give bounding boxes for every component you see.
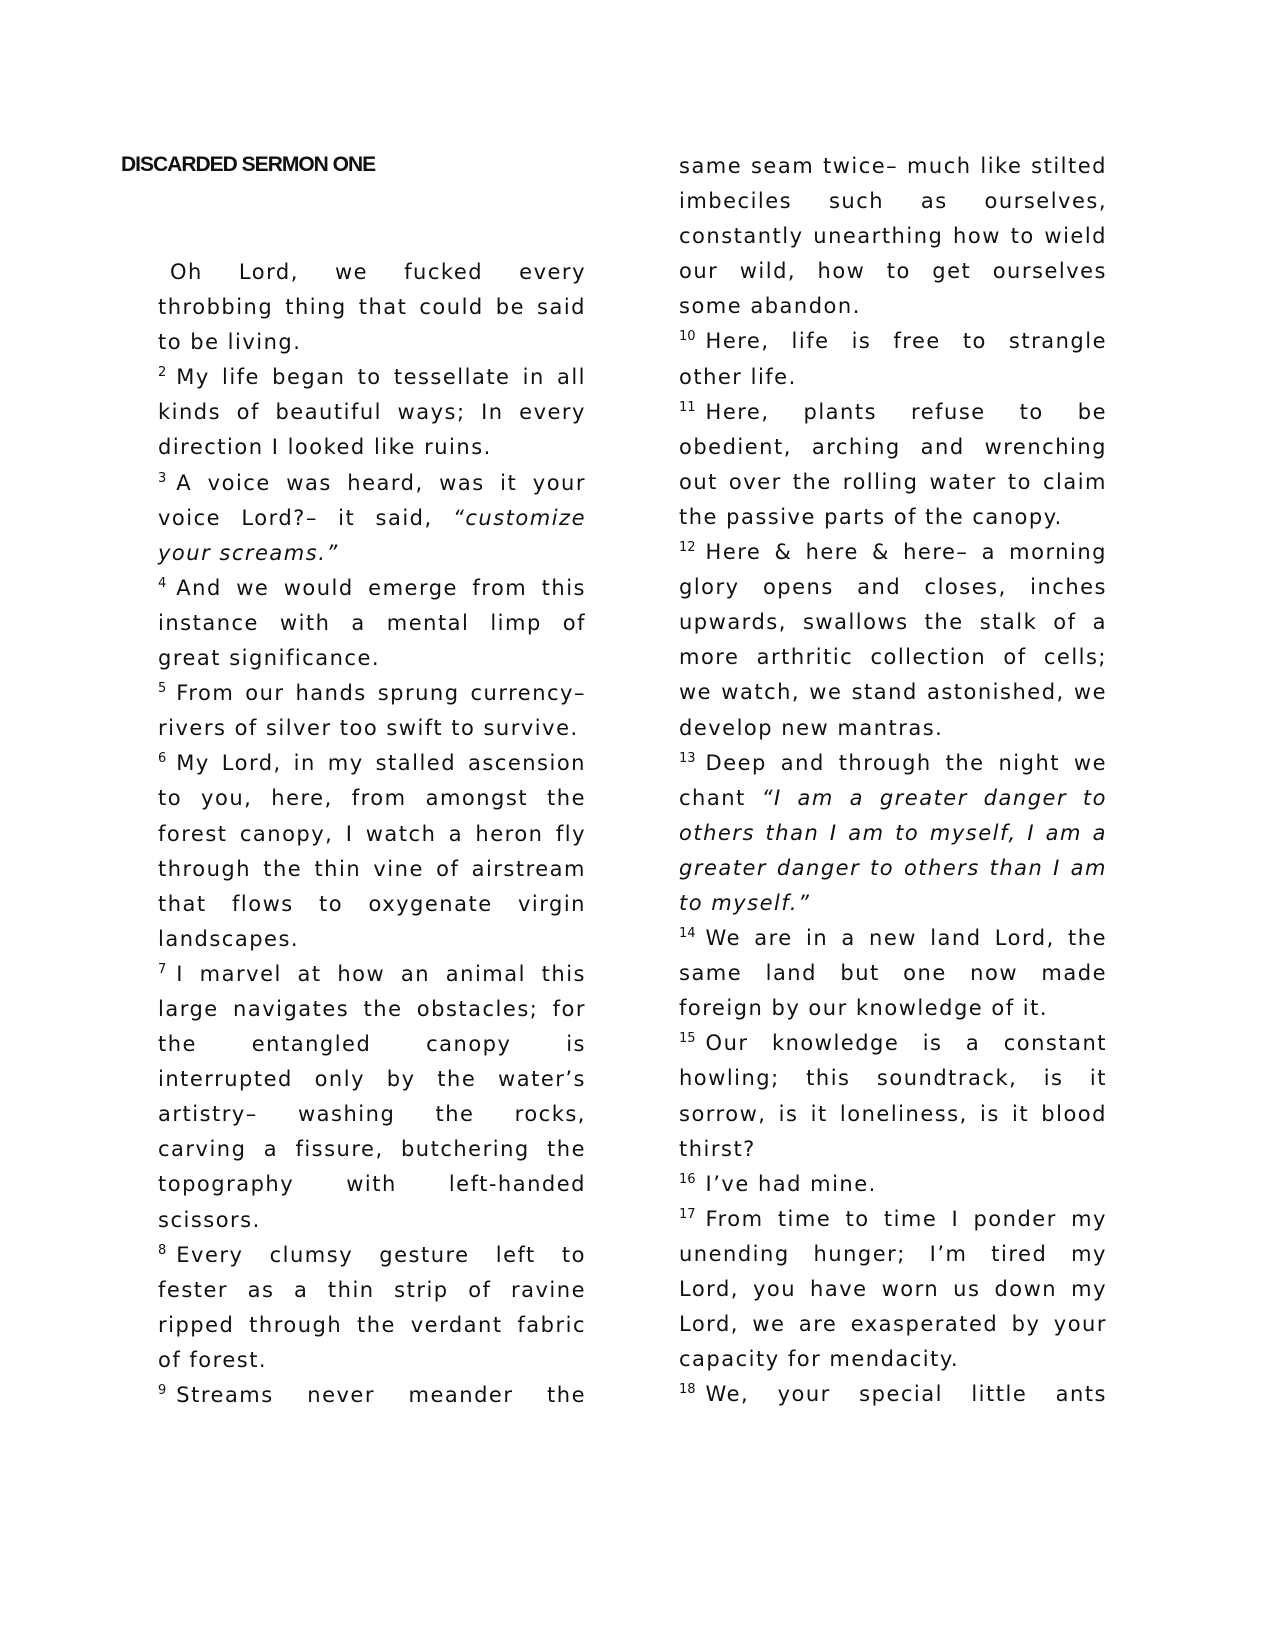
verse-number: 14 xyxy=(679,926,696,942)
verse-text: A voice was heard, was it your voice Lord?– it said, xyxy=(158,470,586,530)
verse-paragraph xyxy=(679,746,1107,921)
verse-paragraph xyxy=(158,255,586,360)
verse-text: same seam twice– much like stilted imbeciles such as ourselves, constantly unearthing how to wield our wild, how to get ourselves some abandon. xyxy=(679,154,1107,319)
verse-text-italic: “I am a greater danger to others than I am to myself, I am a greater danger to others than I am to myself.” xyxy=(679,785,1107,915)
verse-text: Our knowledge is a constant howling; this soundtrack, is it sorrow, is it loneliness, is it blood thirst? xyxy=(679,1031,1107,1161)
continued-line xyxy=(158,1378,586,1413)
verse-paragraph xyxy=(158,466,586,571)
verse-text: I marvel at how an animal this large navigates the obstacles; for the entangled canopy is interrupted only by the water’s artistry– washing the rocks, carving a fissure, butchering the topography with left-handed scissors. xyxy=(158,961,586,1232)
verse-text: From our hands sprung currency– rivers of silver too swift to survive. xyxy=(158,681,586,741)
verse-text: Here & here & here– a morning glory opens and closes, inches upwards, swallows the stalk of a more arthritic collection of cells; we watch, we stand astonished, we develop new mantras. xyxy=(679,540,1107,740)
verse-paragraph xyxy=(158,1378,586,1413)
verse-number: 11 xyxy=(679,399,696,415)
verse-number: 9 xyxy=(158,1383,167,1398)
verse-number: 7 xyxy=(158,961,167,977)
verse-text: Streams never meander the xyxy=(176,1383,586,1407)
right-column xyxy=(679,149,1107,1412)
verse-number: 4 xyxy=(158,575,167,591)
verse-paragraph xyxy=(679,921,1107,1026)
verse-number: 13 xyxy=(679,750,696,766)
verse-text: Here, plants refuse to be obedient, arching and wrenching out over the rolling water to claim the passive parts of the canopy. xyxy=(679,399,1107,529)
verse-text: We are in a new land Lord, the same land but one now made foreign by our knowledge of it. xyxy=(679,926,1107,1021)
verse-paragraph xyxy=(679,1377,1107,1412)
verse-paragraph xyxy=(679,149,1107,324)
verse-text: My life began to tessellate in all kinds of beautiful ways; In every direction I looked like ruins. xyxy=(158,365,586,460)
verse-text: From time to time I ponder my unending hunger; I’m tired my Lord, you have worn us down my Lord, we are exasperated by your capacity for mendacity. xyxy=(679,1206,1107,1372)
page-title: DISCARDED SERMON ONE xyxy=(121,153,376,176)
verse-text: Every clumsy gesture left to fester as a thin strip of ravine ripped through the verdant fabric of forest. xyxy=(158,1242,586,1372)
verse-text: My Lord, in my stalled ascension to you, here, from amongst the forest canopy, I watch a heron fly through the thin vine of airstream that flows to oxygenate virgin landscapes. xyxy=(158,751,586,951)
verse-number: 12 xyxy=(679,540,696,556)
verse-paragraph xyxy=(158,1238,586,1378)
verse-paragraph xyxy=(158,676,586,746)
verse-paragraph xyxy=(679,1026,1107,1166)
verse-text: Deep and through the night we chant xyxy=(679,750,1107,810)
verse-paragraph xyxy=(679,535,1107,746)
verse-paragraph xyxy=(158,360,586,465)
verse-paragraph xyxy=(158,571,586,676)
verse-paragraph xyxy=(158,957,586,1238)
verse-text: And we would emerge from this instance with a mental limp of great significance. xyxy=(158,575,586,671)
verse-text-italic: “customize your screams.” xyxy=(158,505,586,565)
verse-number: 10 xyxy=(679,329,696,345)
continued-line xyxy=(679,1377,1107,1412)
verse-number: 18 xyxy=(679,1382,696,1398)
verse-number: 6 xyxy=(158,751,167,767)
verse-paragraph xyxy=(158,746,586,957)
verse-paragraph xyxy=(679,1167,1107,1202)
verse-text: Oh Lord, we fucked every throbbing thing that could be said to be living. xyxy=(158,260,586,355)
verse-number: 15 xyxy=(679,1031,696,1047)
verse-number: 17 xyxy=(679,1206,696,1222)
verse-number: 2 xyxy=(158,365,167,381)
verse-paragraph xyxy=(679,324,1107,394)
verse-text: We, your special little ants xyxy=(705,1382,1107,1407)
verse-paragraph xyxy=(679,1202,1107,1377)
verse-number: 5 xyxy=(158,681,167,697)
verse-text: Here, life is free to strangle other life. xyxy=(679,329,1107,389)
verse-number: 3 xyxy=(158,470,167,486)
verse-text: I’ve had mine. xyxy=(705,1171,877,1196)
verse-number: 8 xyxy=(158,1242,167,1258)
verse-number: 16 xyxy=(679,1171,696,1187)
left-column xyxy=(158,255,586,1413)
verse-paragraph xyxy=(679,395,1107,535)
